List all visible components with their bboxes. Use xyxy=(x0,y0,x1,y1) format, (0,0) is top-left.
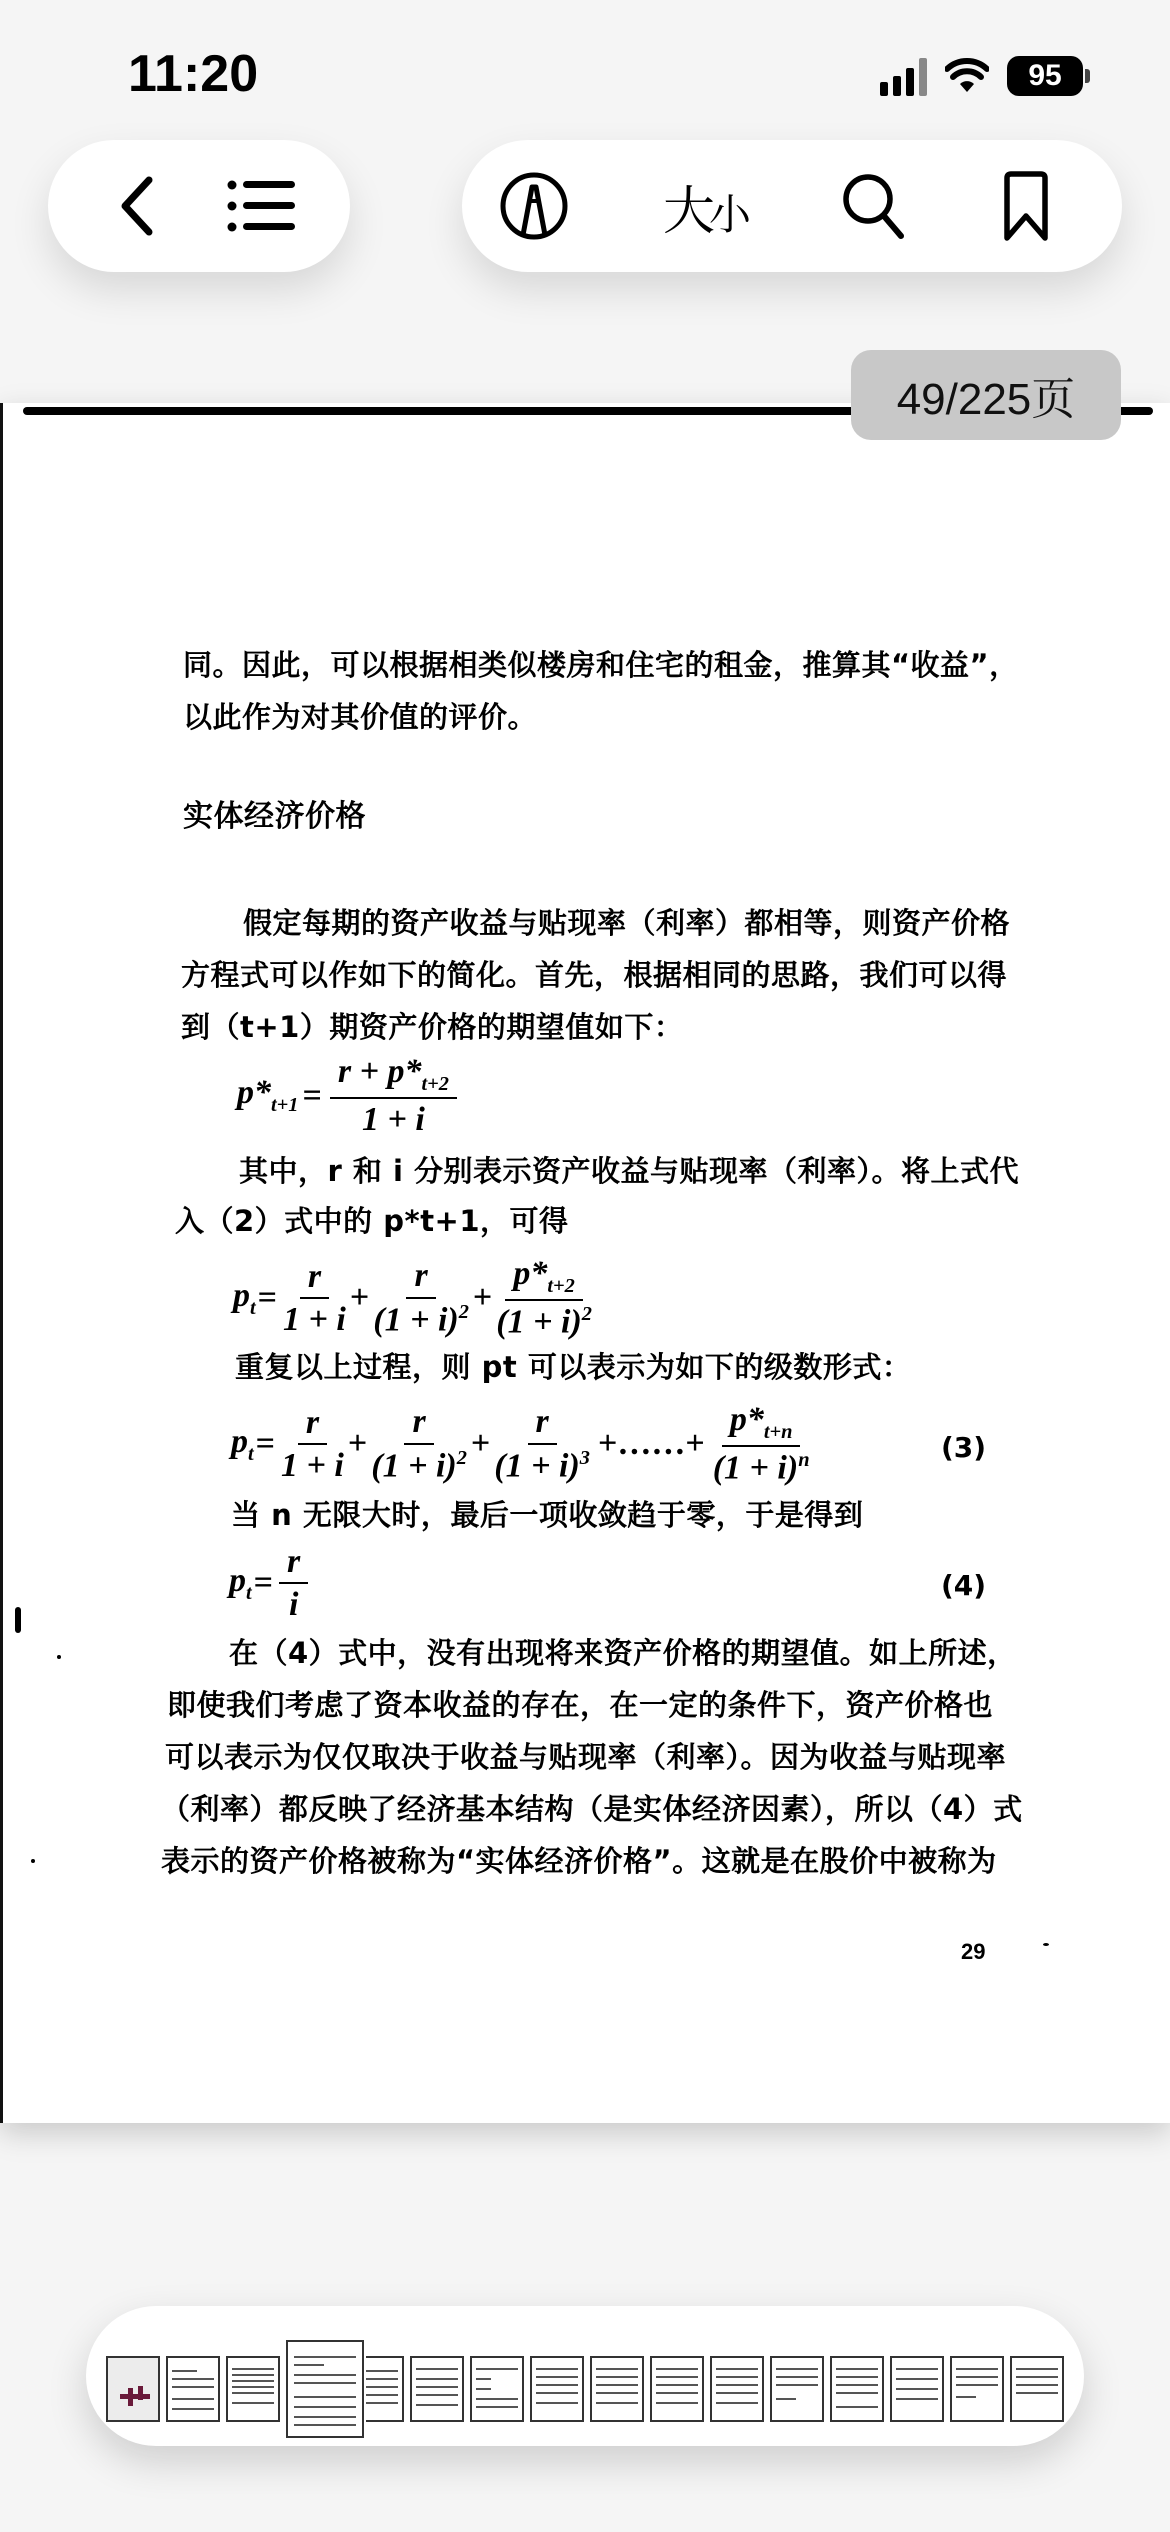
thumbnail-list xyxy=(106,2340,1064,2438)
search-icon xyxy=(841,172,907,240)
nav-toolbar xyxy=(48,140,350,272)
search-button[interactable] xyxy=(832,164,916,248)
paragraph-1-line-2: 以此作为对其价值的评价。 xyxy=(183,700,538,734)
status-icons xyxy=(880,56,1090,96)
equation-2: $p_t$ = $\frac{r}{1 + i}$ + $\frac{r}{(1 + i)^2}$ + $\frac{p*_{t+2}}{(1 + i)^2}$ xyxy=(233,1255,592,1341)
paragraph-1-line-1: 同。因此，可以根据相类似楼房和住宅的租金，推算其“收益”， xyxy=(183,648,1019,682)
scan-artifact xyxy=(57,1655,61,1659)
paragraph-3-line-1: 其中，r 和 i 分别表示资产收益与贴现率（利率）。将上式代 xyxy=(239,1154,1020,1188)
status-time: 11:20 xyxy=(128,45,259,103)
page-number: 29 xyxy=(961,1939,986,1964)
thumbnail-page[interactable] xyxy=(710,2356,764,2422)
thumbnail-page[interactable] xyxy=(1010,2356,1064,2422)
list-icon xyxy=(227,179,297,233)
paragraph-2-line-1: 假定每期的资产收益与贴现率（利率）都相等，则资产价格 xyxy=(243,906,1011,940)
section-heading: 实体经济价格 xyxy=(183,799,366,834)
equation-3: $p_t$ = $\frac{r}{1 + i}$ + $\frac{r}{(1 + i)^2}$ + $\frac{r}{(1 + i)^3}$ +……+ $\frac{p*_{t+n}}{(1 + i)^n}$ xyxy=(231,1401,810,1487)
page-indicator[interactable]: 49/225页 xyxy=(851,350,1121,440)
paragraph-6-line-2: 即使我们考虑了资本收益的存在，在一定的条件下，资产价格也 xyxy=(167,1688,994,1722)
chevron-left-icon xyxy=(115,174,159,238)
paragraph-2-line-2: 方程式可以作如下的简化。首先，根据相同的思路，我们可以得 xyxy=(181,958,1008,992)
annotate-button[interactable] xyxy=(492,164,576,248)
thumbnail-page[interactable] xyxy=(950,2356,1004,2422)
battery-level: 95 xyxy=(1007,56,1083,96)
wifi-icon xyxy=(945,58,989,94)
equation-3-number: (3) xyxy=(941,1431,987,1464)
thumbnail-page[interactable] xyxy=(410,2356,464,2422)
paragraph-6-line-5: 表示的资产价格被称为“实体经济价格”。这就是在股价中被称为 xyxy=(161,1844,997,1878)
thumbnail-page[interactable] xyxy=(470,2356,524,2422)
text-size-button[interactable] xyxy=(644,164,764,248)
paragraph-6-line-1: 在（4）式中，没有出现将来资产价格的期望值。如上所述， xyxy=(229,1636,1017,1670)
thumbnail-page[interactable] xyxy=(106,2356,160,2422)
paragraph-4: 重复以上过程，则 pt 可以表示为如下的级数形式： xyxy=(235,1350,912,1384)
pencil-circle-icon xyxy=(499,171,569,241)
paragraph-6-line-3: 可以表示为仅仅取决于收益与贴现率（利率）。因为收益与贴现率 xyxy=(165,1740,1007,1774)
battery-icon xyxy=(1007,56,1090,96)
equation-4-number: (4) xyxy=(941,1569,987,1602)
paragraph-3-line-2: 入（2）式中的 p*t+1，可得 xyxy=(175,1204,569,1238)
thumbnail-page[interactable] xyxy=(530,2356,584,2422)
status-bar xyxy=(0,0,1170,140)
bookmark-button[interactable] xyxy=(984,164,1068,248)
thumbnail-page[interactable] xyxy=(166,2356,220,2422)
document-page[interactable] xyxy=(0,403,1170,2123)
thumbnail-page[interactable] xyxy=(650,2356,704,2422)
back-button[interactable] xyxy=(95,164,179,248)
paragraph-6-line-4: （利率）都反映了经济基本结构（是实体经济因素），所以（4）式 xyxy=(161,1792,1023,1826)
paragraph-2-line-3: 到（t+1）期资产价格的期望值如下： xyxy=(181,1010,684,1044)
cover-art-icon xyxy=(118,2386,152,2408)
thumbnail-page[interactable] xyxy=(226,2356,280,2422)
battery-nub xyxy=(1085,69,1090,83)
table-of-contents-button[interactable] xyxy=(220,164,304,248)
thumbnail-page[interactable] xyxy=(590,2356,644,2422)
cellular-signal-icon xyxy=(880,56,927,96)
scan-artifact xyxy=(15,1607,21,1633)
text-size-label: 大小 xyxy=(662,181,746,242)
reader-toolbar xyxy=(462,140,1122,272)
thumbnail-page[interactable] xyxy=(770,2356,824,2422)
thumbnail-page-current[interactable] xyxy=(286,2340,364,2438)
scan-artifact xyxy=(31,1859,35,1863)
thumbnail-page[interactable] xyxy=(890,2356,944,2422)
scan-artifact xyxy=(1043,1943,1049,1946)
equation-4: $p_t$ = $\frac{r}{i}$ xyxy=(229,1543,312,1624)
bookmark-icon xyxy=(1002,170,1050,242)
paragraph-5: 当 n 无限大时，最后一项收敛趋于零，于是得到 xyxy=(231,1498,864,1532)
thumbnail-page[interactable] xyxy=(830,2356,884,2422)
equation-1: $p*_{t+1}$ = $\frac{r + p*_{t+2}}{1 + i}$ xyxy=(237,1053,461,1139)
